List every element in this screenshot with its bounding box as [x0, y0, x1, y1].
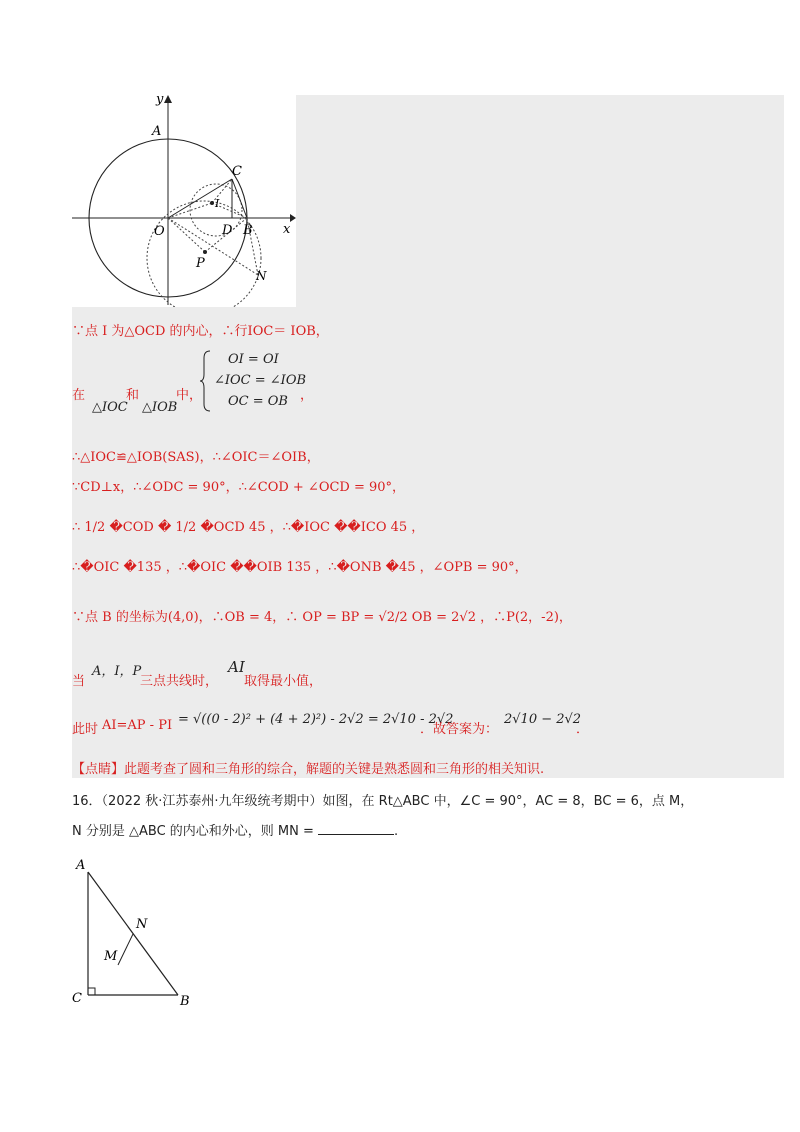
- side-ab: [88, 872, 178, 995]
- triangle-diagram: [70, 852, 205, 1012]
- dotted-circle-p: [147, 201, 261, 307]
- label-y: y: [156, 95, 164, 107]
- label-m: M: [104, 949, 118, 964]
- system-eq-2: ∠IOC = ∠IOB: [214, 373, 307, 388]
- circle-figure: [72, 95, 296, 307]
- solution-line-3: ∴△IOC≌△IOB(SAS)，∴∠OIC＝∠OIB，: [72, 450, 320, 465]
- x-axis-arrow: [290, 214, 296, 222]
- solution-line-8-collinear: 三点共线时，: [140, 674, 219, 689]
- solution-line-9-answer: 2√10 − 2√2: [504, 712, 582, 727]
- solution-line-5: ∴ 1/2 �COD � 1/2 �OCD 45 ，∴�IOC ��ICO 45 ，: [72, 520, 425, 535]
- question-16-period: .: [394, 824, 399, 839]
- question-16-line-1: 16．（2022 秋·江苏泰州·九年级统考期中）如图，在 Rt△ABC 中，∠C = 90°，AC = 8，BC = 6，点 M，: [72, 794, 694, 809]
- y-axis-arrow: [164, 95, 172, 103]
- label-c: C: [232, 164, 242, 179]
- question-16-line-2: [72, 820, 398, 839]
- point-i: [210, 201, 214, 205]
- solution-line-2-and: 和: [126, 388, 140, 403]
- label-i: I: [215, 197, 220, 210]
- label-p: P: [196, 256, 205, 271]
- solution-note: 【点睛】此题考查了圆和三角形的综合，解题的关键是熟悉圆和三角形的相关知识.: [72, 762, 545, 777]
- segment-mn: [118, 934, 133, 965]
- label-c: C: [72, 991, 82, 1006]
- solution-line-7: ∵点 B 的坐标为(4,0)，∴OB = 4，∴ OP = BP = √2/2 OB = 2√2 ，∴P(2，-2)，: [72, 610, 572, 625]
- label-b: B: [243, 223, 253, 238]
- label-b: B: [180, 994, 190, 1009]
- solution-line-9-end: ．: [576, 722, 590, 737]
- system-brace: [200, 350, 212, 412]
- label-x: x: [283, 222, 291, 237]
- solution-line-4: ∵CD⊥x，∴∠ODC = 90°，∴∠COD + ∠OCD = 90°，: [72, 480, 406, 495]
- triangle-figure: [70, 852, 205, 1012]
- solution-line-9-a: 此时: [72, 722, 99, 737]
- label-n: N: [136, 917, 148, 932]
- solution-line-6: ∴�OIC �135 ，∴�OIC ��OIB 135 ，∴�ONB �45 ，∠OPB = 90°，: [72, 560, 528, 575]
- system-eq-1: OI = OI: [228, 352, 279, 367]
- solution-line-8-points: A，I，P: [92, 664, 142, 679]
- system-eq-3: OC = OB: [228, 394, 288, 409]
- solution-line-2-triangle1: △IOC: [92, 400, 128, 415]
- label-n: N: [256, 269, 267, 283]
- label-a: A: [76, 858, 86, 873]
- solution-line-2-prefix: 在: [72, 388, 86, 403]
- right-angle-mark: [88, 988, 95, 995]
- solution-line-9-ai: AI=AP - PI: [102, 718, 173, 733]
- question-16-text: N 分别是 △ABC 的内心和外心，则 MN =: [72, 824, 314, 839]
- point-p: [203, 250, 207, 254]
- segment-op: [168, 218, 205, 252]
- solution-line-8-a: 当: [72, 674, 86, 689]
- solution-line-9-answer-label: ．故答案为：: [420, 722, 499, 737]
- segment-oc: [168, 179, 232, 218]
- solution-line-2-mid: 中，: [176, 388, 203, 403]
- solution-line-8-min: 取得最小值，: [244, 674, 323, 689]
- label-a: A: [152, 124, 162, 139]
- solution-line-9-calc: = √((0 - 2)² + (4 + 2)²) - 2√2 = 2√10 - 2√2: [178, 712, 454, 727]
- solution-line-8-ai: AI: [228, 658, 245, 676]
- solution-line-2-triangle2: △IOB: [142, 400, 178, 415]
- circle-diagram: [72, 95, 296, 307]
- label-d: D: [222, 223, 233, 238]
- solution-line-2-end: ，: [300, 388, 314, 403]
- answer-blank[interactable]: [318, 824, 394, 835]
- solution-line-1: ∵点 I 为△OCD 的内心，∴行IOC＝ IOB，: [72, 324, 329, 339]
- label-o: O: [154, 224, 165, 239]
